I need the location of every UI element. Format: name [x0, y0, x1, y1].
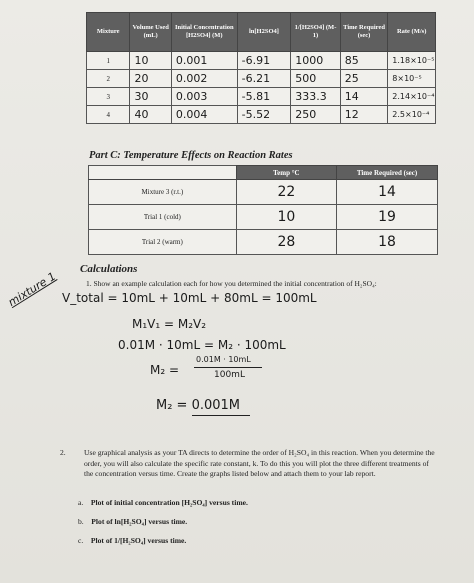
result-underline [192, 415, 250, 416]
table-header-row [89, 166, 438, 180]
cell-time: 18 [337, 230, 438, 255]
cell-conc: 0.003 [171, 88, 237, 106]
cell-ln: -6.91 [237, 52, 291, 70]
question-2-text: Use graphical analysis as your TA directs to determine the order of H₂SO₄ in this reaction. When you determine the order, you will also calculate the specific rate constant, k. To do this you will plot the three different treatments of the concentration versus time. Create the graphs listed below and attach them to your lab report. [84, 448, 435, 478]
cell-time: 14 [340, 88, 388, 106]
cell-ln: -5.52 [237, 106, 291, 124]
table-header-row [87, 13, 436, 52]
col-header-mixture: Mixture [87, 13, 130, 52]
col-header-ln: ln[H2SO4] [237, 13, 291, 52]
table-row [89, 205, 438, 230]
table-row [89, 180, 438, 205]
work-line-total-volume: V_total = 10mL + 10mL + 80mL = 100mL [62, 291, 317, 305]
cell-rate: 8×10⁻⁵ [388, 70, 436, 88]
row-label: Trial 2 (warm) [89, 230, 237, 255]
kinetics-data-table [86, 12, 436, 124]
question-1: 1. Show an example calculation each for how you determined the initial concentration of H₂SO₄: [86, 279, 377, 288]
item-text: Plot of initial concentration [H₂SO₄] versus time. [90, 498, 248, 507]
cell-temp: 10 [236, 205, 336, 230]
cell-volume: 10 [130, 52, 171, 70]
row-label: Trial 1 (cold) [89, 205, 237, 230]
table-row [87, 70, 436, 88]
cell-time: 25 [340, 70, 388, 88]
col-header-time: Time Required (sec) [340, 13, 388, 52]
cell-rate: 2.5×10⁻⁴ [388, 106, 436, 124]
list-item [78, 517, 187, 526]
list-item [78, 498, 248, 507]
cell-time: 14 [337, 180, 438, 205]
col-header-time-required: Time Required (sec) [337, 166, 438, 180]
table-row [89, 230, 438, 255]
cell-mixture: 3 [87, 88, 130, 106]
table-row [87, 106, 436, 124]
table-row [87, 88, 436, 106]
cell-conc: 0.001 [171, 52, 237, 70]
work-line-result: M₂ = 0.001M [156, 398, 241, 413]
cell-rate: 2.14×10⁻⁴ [388, 88, 436, 106]
col-header-inverse: 1/[H2SO4] (M-1) [291, 13, 341, 52]
fraction-bar [194, 367, 262, 368]
temperature-table [88, 165, 438, 255]
cell-time: 19 [337, 205, 438, 230]
col-header-rate: Rate (M/s) [388, 13, 436, 52]
work-line-dilution-eq: M₁V₁ = M₂V₂ [132, 317, 207, 331]
table-row [87, 52, 436, 70]
side-note [6, 270, 58, 309]
cell-time: 12 [340, 106, 388, 124]
cell-volume: 20 [130, 70, 171, 88]
cell-ln: -5.81 [237, 88, 291, 106]
work-line-substitution: 0.01M · 10mL = M₂ · 100mL [118, 338, 286, 352]
question-2-number: 2. [60, 448, 66, 457]
cell-volume: 40 [130, 106, 171, 124]
cell-ln: -6.21 [237, 70, 291, 88]
cell-conc: 0.004 [171, 106, 237, 124]
item-letter: b. [78, 517, 84, 526]
col-header-temp: Temp °C [236, 166, 336, 180]
cell-inverse: 500 [291, 70, 341, 88]
work-fraction-denominator: 100mL [214, 370, 245, 380]
cell-mixture: 4 [87, 106, 130, 124]
cell-inverse: 333.3 [291, 88, 341, 106]
col-header-volume: Volume Used (mL) [130, 13, 171, 52]
cell-temp: 28 [236, 230, 336, 255]
cell-mixture: 1 [87, 52, 130, 70]
cell-temp: 22 [236, 180, 336, 205]
cell-inverse: 1000 [291, 52, 341, 70]
side-note-text: mixture 1 [6, 269, 59, 310]
work-fraction-numerator: 0.01M · 10mL [196, 355, 251, 364]
item-letter: a. [78, 498, 84, 507]
item-text: Plot of 1/[H₂SO₄] versus time. [90, 536, 187, 545]
cell-rate: 1.18×10⁻⁵ [388, 52, 436, 70]
part-c-title: Part C: Temperature Effects on Reaction Rates [89, 150, 293, 161]
col-header-concentration: Initial Concentration [H2SO4] (M) [171, 13, 237, 52]
cell-time: 85 [340, 52, 388, 70]
cell-volume: 30 [130, 88, 171, 106]
item-letter: c. [78, 536, 84, 545]
work-line-m2-label: M₂ = [150, 363, 180, 377]
item-text: Plot of ln[H₂SO₄] versus time. [91, 517, 188, 526]
calculations-heading: Calculations [80, 263, 138, 275]
list-item [78, 536, 186, 545]
cell-mixture: 2 [87, 70, 130, 88]
row-label: Mixture 3 (r.t.) [89, 180, 237, 205]
question-2 [60, 448, 440, 480]
col-header-blank [89, 166, 237, 180]
cell-inverse: 250 [291, 106, 341, 124]
cell-conc: 0.002 [171, 70, 237, 88]
